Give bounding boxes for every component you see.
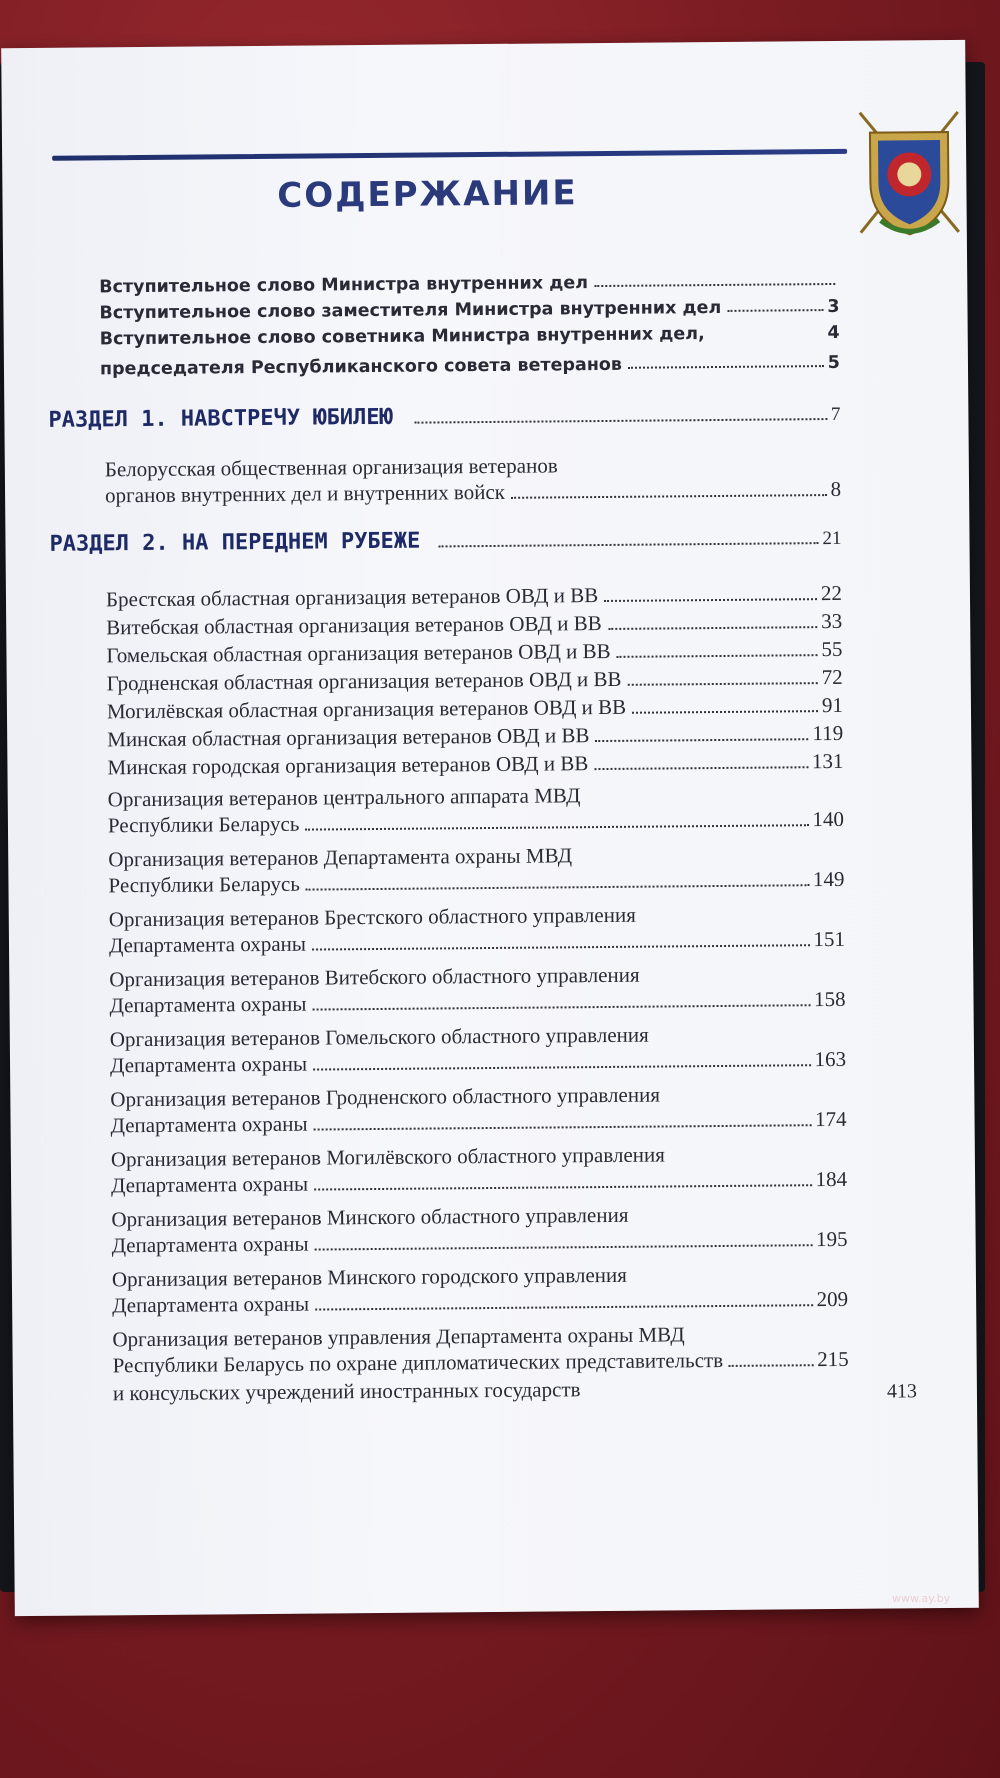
- toc-entry-text: Белорусская общественная организация ветеранов: [104, 453, 558, 482]
- toc-leader: [306, 884, 809, 890]
- toc-page-number: 195: [815, 1226, 848, 1252]
- book-page: [1, 40, 979, 1616]
- toc-leader: [632, 710, 818, 714]
- section-heading[interactable]: [49, 525, 841, 557]
- toc-entry-text: Организация ветеранов Могилёвского областного управления: [110, 1142, 665, 1172]
- toc-leader: [511, 494, 827, 499]
- toc-page-number: 184: [815, 1166, 848, 1192]
- toc-entry-text: Департамента охраны: [111, 1231, 309, 1258]
- toc-entry-text: Гродненская областная организация ветеранов ОВД и ВВ: [106, 666, 622, 696]
- toc-entry[interactable]: [112, 1287, 848, 1318]
- section-heading[interactable]: [48, 401, 840, 433]
- toc-page-number: 72: [821, 664, 843, 690]
- toc-entry-text: Брестская областная организация ветеранов ОВД и ВВ: [105, 583, 599, 612]
- toc-page-number: 5: [827, 352, 841, 374]
- toc-entry[interactable]: [107, 693, 843, 724]
- toc-entry-text: Минская городская организация ветеранов ОВД и ВВ: [107, 751, 589, 780]
- toc-entry[interactable]: [107, 721, 843, 752]
- toc-entry-text: и консульских учреждений иностранных государств: [112, 1377, 581, 1406]
- toc-page-number: 149: [812, 866, 845, 892]
- toc-entry-text: Республики Беларусь: [107, 811, 300, 838]
- toc-leader: [628, 365, 824, 369]
- toc-entry-text: Витебская областная организация ветеранов ОВД и ВВ: [106, 611, 602, 640]
- toc-entry[interactable]: [106, 637, 842, 668]
- toc-entry[interactable]: [109, 987, 845, 1018]
- toc-page-number: 119: [812, 720, 844, 746]
- toc-entry-text: Департамента охраны: [108, 931, 307, 958]
- toc-entry[interactable]: [106, 581, 842, 612]
- toc-page-number: 55: [821, 636, 843, 662]
- toc-entry[interactable]: [110, 1107, 846, 1138]
- toc-leader: [438, 542, 818, 547]
- toc-entry-text: Организация ветеранов Минского областного управления: [111, 1202, 629, 1232]
- toc-entry-text: Департамента охраны: [110, 1111, 308, 1138]
- toc-leader: [729, 1364, 813, 1367]
- toc-entry-text: Организация ветеранов центрального аппарата МВД: [107, 783, 581, 812]
- toc-page-number: 151: [813, 926, 846, 952]
- toc-leader: [313, 1004, 811, 1010]
- toc-entry-text: Департамента охраны: [109, 991, 307, 1018]
- section-title: РАЗДЕЛ 1. НАВСТРЕЧУ ЮБИЛЕЮ: [48, 404, 393, 433]
- watermark: www.ay.by: [892, 1592, 951, 1605]
- toc-entry-text: Организация ветеранов Гомельского областного управления: [109, 1022, 649, 1052]
- toc-page-number: 158: [813, 986, 846, 1012]
- toc-entry[interactable]: [100, 353, 840, 379]
- toc-entry-text: Республики Беларусь: [108, 871, 300, 898]
- toc-page-number: 174: [814, 1106, 847, 1132]
- toc-page-number: 140: [812, 806, 845, 832]
- toc-page-number: 21: [822, 527, 842, 550]
- toc-leader: [628, 682, 818, 686]
- toc-entry-text: Организация ветеранов Минского городского управления: [111, 1262, 627, 1292]
- toc-page-number: 131: [811, 748, 844, 774]
- section-title: РАЗДЕЛ 2. НА ПЕРЕДНЕМ РУБЕЖЕ: [49, 528, 421, 557]
- toc-page-number: 91: [821, 692, 844, 718]
- toc-entry-text: председателя Республиканского совета ветеранов: [99, 354, 623, 380]
- toc-entry-text: Вступительное слово советника Министра внутренних дел,: [99, 324, 705, 350]
- toc-entry-text: органов внутренних дел и внутренних войск: [104, 479, 506, 508]
- toc-leader: [312, 944, 810, 950]
- toc-entry[interactable]: [108, 867, 844, 898]
- toc-leader: [617, 654, 818, 658]
- toc-entry[interactable]: [107, 749, 843, 780]
- toc-entry-text: Департамента охраны: [110, 1171, 309, 1198]
- toc-entry-text: Организация ветеранов управления Департамента охраны МВД: [112, 1322, 685, 1352]
- toc-entry[interactable]: [99, 297, 839, 323]
- toc-leader: [315, 1244, 813, 1250]
- toc-entry[interactable]: [108, 807, 844, 838]
- toc-entry-text: Могилёвская областная организация ветеранов ОВД и ВВ: [106, 694, 627, 724]
- toc-entry[interactable]: [110, 1047, 846, 1078]
- toc-entry[interactable]: [100, 323, 840, 349]
- toc-entry-text: Департамента охраны: [109, 1051, 308, 1078]
- toc-page-number: 7: [830, 403, 841, 426]
- toc-page-number: 33: [821, 608, 843, 634]
- toc-entry-text: Организация ветеранов Департамента охраны МВД: [108, 843, 573, 872]
- toc-page-number: 4: [827, 322, 840, 344]
- toc-entry[interactable]: [111, 1167, 847, 1198]
- toc-leader: [595, 738, 808, 742]
- toc-page-number: 8: [830, 476, 842, 502]
- toc-entry[interactable]: [105, 477, 841, 508]
- toc-entry-text: Организация ветеранов Гродненского областного управления: [110, 1082, 661, 1112]
- toc-entry[interactable]: [113, 1347, 849, 1378]
- toc-entry-text: Республики Беларусь по охране дипломатических представительств: [112, 1347, 724, 1378]
- toc-leader: [314, 1124, 812, 1130]
- toc-entry-text: Вступительное слово Министра внутренних дел: [99, 273, 589, 298]
- toc-leader: [314, 1184, 812, 1190]
- toc-page-number: 215: [817, 1346, 849, 1372]
- toc-entry[interactable]: [109, 927, 845, 958]
- toc-entry-text: Гомельская областная организация ветеранов ОВД и ВВ: [106, 638, 611, 668]
- toc-entry[interactable]: [106, 609, 842, 640]
- toc-page-number: 163: [814, 1046, 847, 1072]
- toc-leader: [604, 598, 817, 602]
- toc-entry[interactable]: [112, 1227, 848, 1258]
- toc-leader: [608, 626, 818, 630]
- toc-entry-text: Вступительное слово заместителя Министра внутренних дел: [99, 297, 722, 324]
- page-number: 413: [886, 1380, 918, 1403]
- toc-leader: [415, 418, 827, 424]
- toc-entry-text: Организация ветеранов Брестского областного управления: [108, 902, 636, 932]
- toc-entry-text: Минская областная организация ветеранов ОВД и ВВ: [107, 723, 590, 752]
- toc-leader: [594, 766, 808, 770]
- toc-entry[interactable]: [99, 271, 839, 297]
- page-title: СОДЕРЖАНИЕ: [277, 173, 578, 216]
- toc-leader: [727, 309, 823, 312]
- toc-leader: [313, 1064, 811, 1070]
- toc-page-number: 209: [816, 1286, 849, 1312]
- toc-leader: [315, 1304, 813, 1310]
- toc-entry-text: Организация ветеранов Витебского областного управления: [109, 962, 640, 992]
- toc-leader: [305, 824, 808, 830]
- toc-leader: [594, 283, 835, 287]
- toc-entry[interactable]: [107, 665, 843, 696]
- toc-page-number: 3: [827, 296, 840, 318]
- table-of-contents: [1, 40, 979, 1616]
- toc-page-number: 22: [820, 580, 843, 606]
- toc-entry-text: Департамента охраны: [112, 1291, 310, 1318]
